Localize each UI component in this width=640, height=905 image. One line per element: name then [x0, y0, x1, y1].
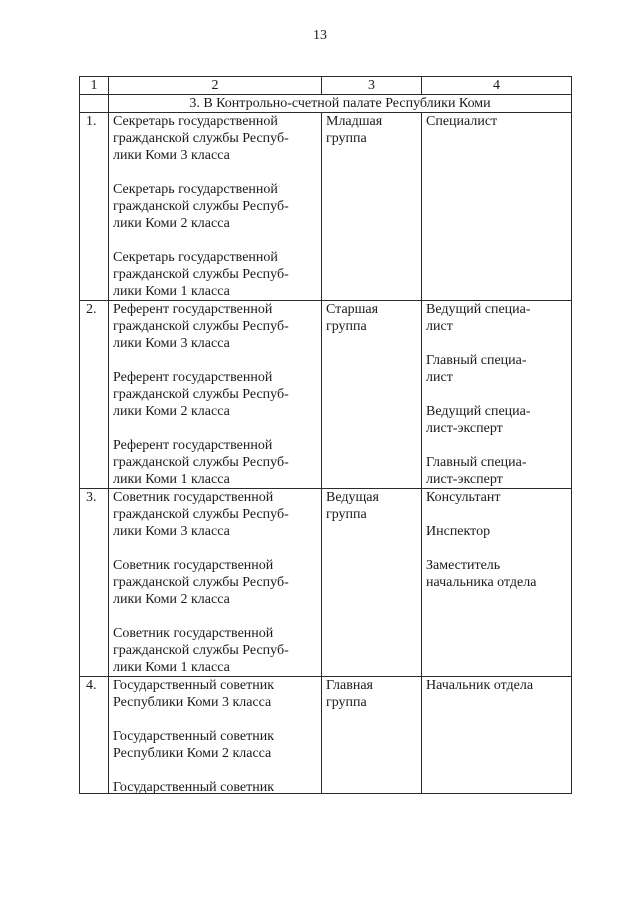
rank-line: Советник государственной	[113, 626, 274, 641]
group-line: Младшая	[326, 114, 383, 129]
group-line: группа	[326, 507, 367, 522]
position-cell	[422, 677, 572, 794]
position-line: Инспектор	[426, 524, 491, 539]
position-cell	[422, 113, 572, 301]
rank-line: Государственный советник	[113, 729, 275, 744]
table-header-row	[80, 77, 572, 95]
rank-line: гражданской службы Респуб-	[113, 575, 289, 590]
rank-line: Референт государственной	[113, 302, 273, 317]
group-cell	[322, 301, 422, 489]
page-number: 13	[313, 28, 327, 43]
rank-line: гражданской службы Респуб-	[113, 507, 289, 522]
table-row	[80, 677, 572, 794]
rank-line: Республики Коми 3 класса	[113, 695, 272, 710]
rank-line: Референт государственной	[113, 438, 273, 453]
rank-cell	[109, 301, 322, 489]
rank-line: лики Коми 3 класса	[113, 148, 230, 163]
group-line: Старшая	[326, 302, 379, 317]
rank-cell	[109, 677, 322, 794]
position-cell	[422, 489, 572, 677]
rank-line: лики Коми 1 класса	[113, 284, 230, 299]
section-row	[80, 95, 572, 113]
position-line: Заместитель	[426, 558, 501, 573]
rank-line: Референт государственной	[113, 370, 273, 385]
position-line: Начальник отдела	[426, 678, 534, 693]
group-cell	[322, 677, 422, 794]
header-cell: 4	[422, 77, 572, 95]
rank-line: лики Коми 2 класса	[113, 404, 230, 419]
rank-line: гражданской службы Респуб-	[113, 319, 289, 334]
rank-line: гражданской службы Респуб-	[113, 131, 289, 146]
rank-line: гражданской службы Респуб-	[113, 455, 289, 470]
rank-line: Республики Коми 2 класса	[113, 746, 272, 761]
table-row	[80, 113, 572, 301]
header-cell: 1	[80, 77, 109, 95]
header-cell: 3	[322, 77, 422, 95]
group-cell	[322, 489, 422, 677]
rank-line: лики Коми 3 класса	[113, 524, 230, 539]
header-cell: 2	[109, 77, 322, 95]
position-line: Ведущий специа-	[426, 302, 531, 317]
rank-line: Государственный советник	[113, 780, 275, 793]
group-line: Ведущая	[326, 490, 379, 505]
row-number: 2.	[80, 301, 109, 489]
row-number: 4.	[80, 677, 109, 794]
position-line: лист-эксперт	[426, 421, 503, 436]
position-line: лист	[426, 319, 453, 334]
position-line: начальника отдела	[426, 575, 537, 590]
position-line: Главный специа-	[426, 353, 527, 368]
row-number: 1.	[80, 113, 109, 301]
position-cell	[422, 301, 572, 489]
section-title: 3. В Контрольно-счетной палате Республики Коми	[109, 95, 572, 113]
positions-table	[79, 76, 572, 794]
position-line: лист-эксперт	[426, 472, 503, 487]
rank-cell	[109, 489, 322, 677]
group-line: группа	[326, 319, 367, 334]
position-line: Главный специа-	[426, 455, 527, 470]
group-cell	[322, 113, 422, 301]
rank-line: лики Коми 1 класса	[113, 660, 230, 675]
table-row	[80, 301, 572, 489]
rank-line: лики Коми 2 класса	[113, 592, 230, 607]
rank-line: Советник государственной	[113, 558, 274, 573]
rank-line: гражданской службы Респуб-	[113, 387, 289, 402]
rank-line: Секретарь государственной	[113, 114, 278, 129]
table-body	[80, 113, 572, 794]
group-line: группа	[326, 131, 367, 146]
rank-line: гражданской службы Респуб-	[113, 643, 289, 658]
rank-line: лики Коми 3 класса	[113, 336, 230, 351]
row-number: 3.	[80, 489, 109, 677]
group-line: Главная	[326, 678, 373, 693]
rank-cell	[109, 113, 322, 301]
position-line: Консультант	[426, 490, 501, 505]
group-line: группа	[326, 695, 367, 710]
position-line: лист	[426, 370, 453, 385]
empty-cell	[80, 95, 109, 113]
rank-line: гражданской службы Респуб-	[113, 199, 289, 214]
position-line: Специалист	[426, 114, 498, 129]
rank-line: Государственный советник	[113, 678, 275, 693]
rank-line: гражданской службы Респуб-	[113, 267, 289, 282]
table-row	[80, 489, 572, 677]
rank-line: Секретарь государственной	[113, 250, 278, 265]
rank-line: лики Коми 2 класса	[113, 216, 230, 231]
rank-line: Секретарь государственной	[113, 182, 278, 197]
position-line: Ведущий специа-	[426, 404, 531, 419]
rank-line: лики Коми 1 класса	[113, 472, 230, 487]
rank-line: Советник государственной	[113, 490, 274, 505]
